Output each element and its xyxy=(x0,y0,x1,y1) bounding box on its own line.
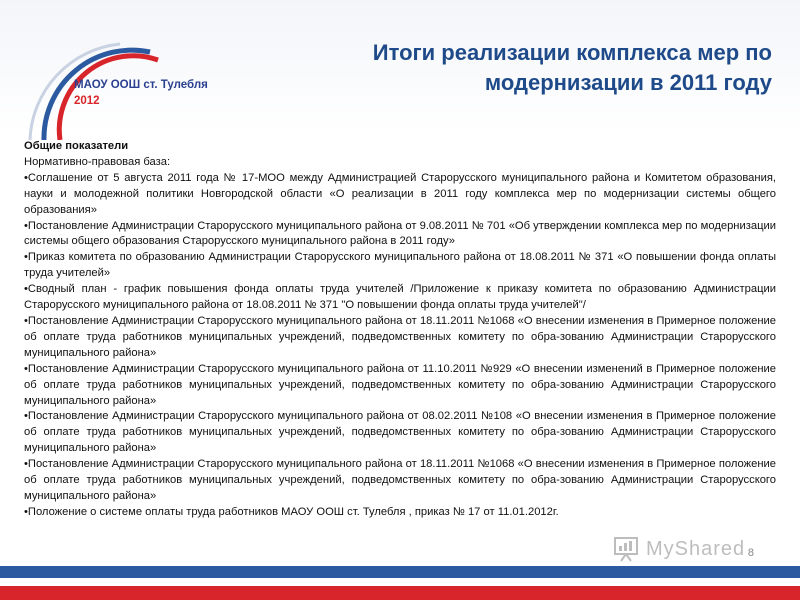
list-item xyxy=(24,282,776,314)
watermark-text: MyShared xyxy=(646,537,746,560)
list-item-text: •Постановление Администрации Старорусского муниципального района от 9.08.2011 № 701 «Об утверждении комплекса мер по модернизации системы общего образования Старорусского муниципального района в 2011 году» xyxy=(24,219,776,248)
watermark xyxy=(612,534,745,564)
presentation-icon xyxy=(612,535,640,563)
list-item xyxy=(24,457,776,505)
title-line-1: Итоги реализации комплекса мер по xyxy=(372,40,772,65)
list-item-text: •Положение о системе оплаты труда работников МАОУ ООШ ст. Тулебля , приказ № 17 от 11.01.2012г. xyxy=(24,505,559,518)
document-body xyxy=(24,139,776,521)
list-item xyxy=(24,314,776,362)
section-subheading: Нормативно-правовая база: xyxy=(24,155,171,168)
logo-arcs xyxy=(0,0,260,140)
list-item-text: •Сводный план - график повышения фонда оплаты труда учителей /Приложение к приказу комитета по образованию Администрации Старорусского муниципального района от 18.08.2011 № 371 "О повышении фонда оплаты труда учителей"/ xyxy=(24,283,776,312)
list-item-text: •Постановление Администрации Старорусского муниципального района от 11.10.2011 №929 «О внесении изменений в Примерное положение об оплате труда работников муниципальных учреждений, подведомственных комитету по обра-зованию Администрации Старорусского муниципального района» xyxy=(24,362,776,407)
list-item xyxy=(24,505,776,521)
title-line-2: модернизации в 2011 году xyxy=(484,70,772,95)
list-item xyxy=(24,250,776,282)
list-item-text: •Соглашение от 5 августа 2011 года № 17-МОО между Администрацией Старорусского муниципального района и Комитетом образования, науки и молодежной политики Новгородской области «О реализации в 2011 году комплекса мер по модернизации системы общего образования» xyxy=(24,171,776,216)
list-item xyxy=(24,409,776,457)
footer-stripe-blue xyxy=(0,566,800,578)
school-year: 2012 xyxy=(74,95,100,107)
page-number: 8 xyxy=(747,547,754,559)
school-name: МАОУ ООШ ст. Тулебля xyxy=(74,79,208,91)
list-item xyxy=(24,171,776,219)
list-item-text: •Постановление Администрации Старорусского муниципального района от 18.11.2011 №1068 «О внесении изменения в Примерное положение об оплате труда работников муниципальных учреждений, подведомственных комитету по обра-зованию Администрации Старорусского муниципального района» xyxy=(24,458,776,502)
footer-stripe-white xyxy=(0,578,800,586)
list-item xyxy=(24,362,776,410)
section-heading: Общие показатели xyxy=(24,140,129,152)
list-item-text: •Постановление Администрации Старорусского муниципального района от 18.11.2011 №1068 «О внесении изменения в Примерное положение об оплате труда работников муниципальных учреждений, подведомственных комитету по обра-зованию Администрации Старорусского муниципального района» xyxy=(24,314,776,359)
list-item xyxy=(24,219,776,251)
footer-stripes xyxy=(0,566,800,600)
page-title xyxy=(302,38,772,98)
list-item-text: •Постановление Администрации Старорусского муниципального района от 08.02.2011 №108 «О внесении изменения в Примерное положение об оплате труда работников муниципальных учреждений, подведомственных комитету по обра-зованию Администрации Старорусского муниципального района» xyxy=(24,410,776,455)
list-item-text: •Приказ комитета по образованию Администрации Старорусского муниципального района от 18.08.2011 № 371 «О повышении фонда оплаты труда учителей» xyxy=(24,251,776,280)
footer-stripe-red xyxy=(0,586,800,600)
